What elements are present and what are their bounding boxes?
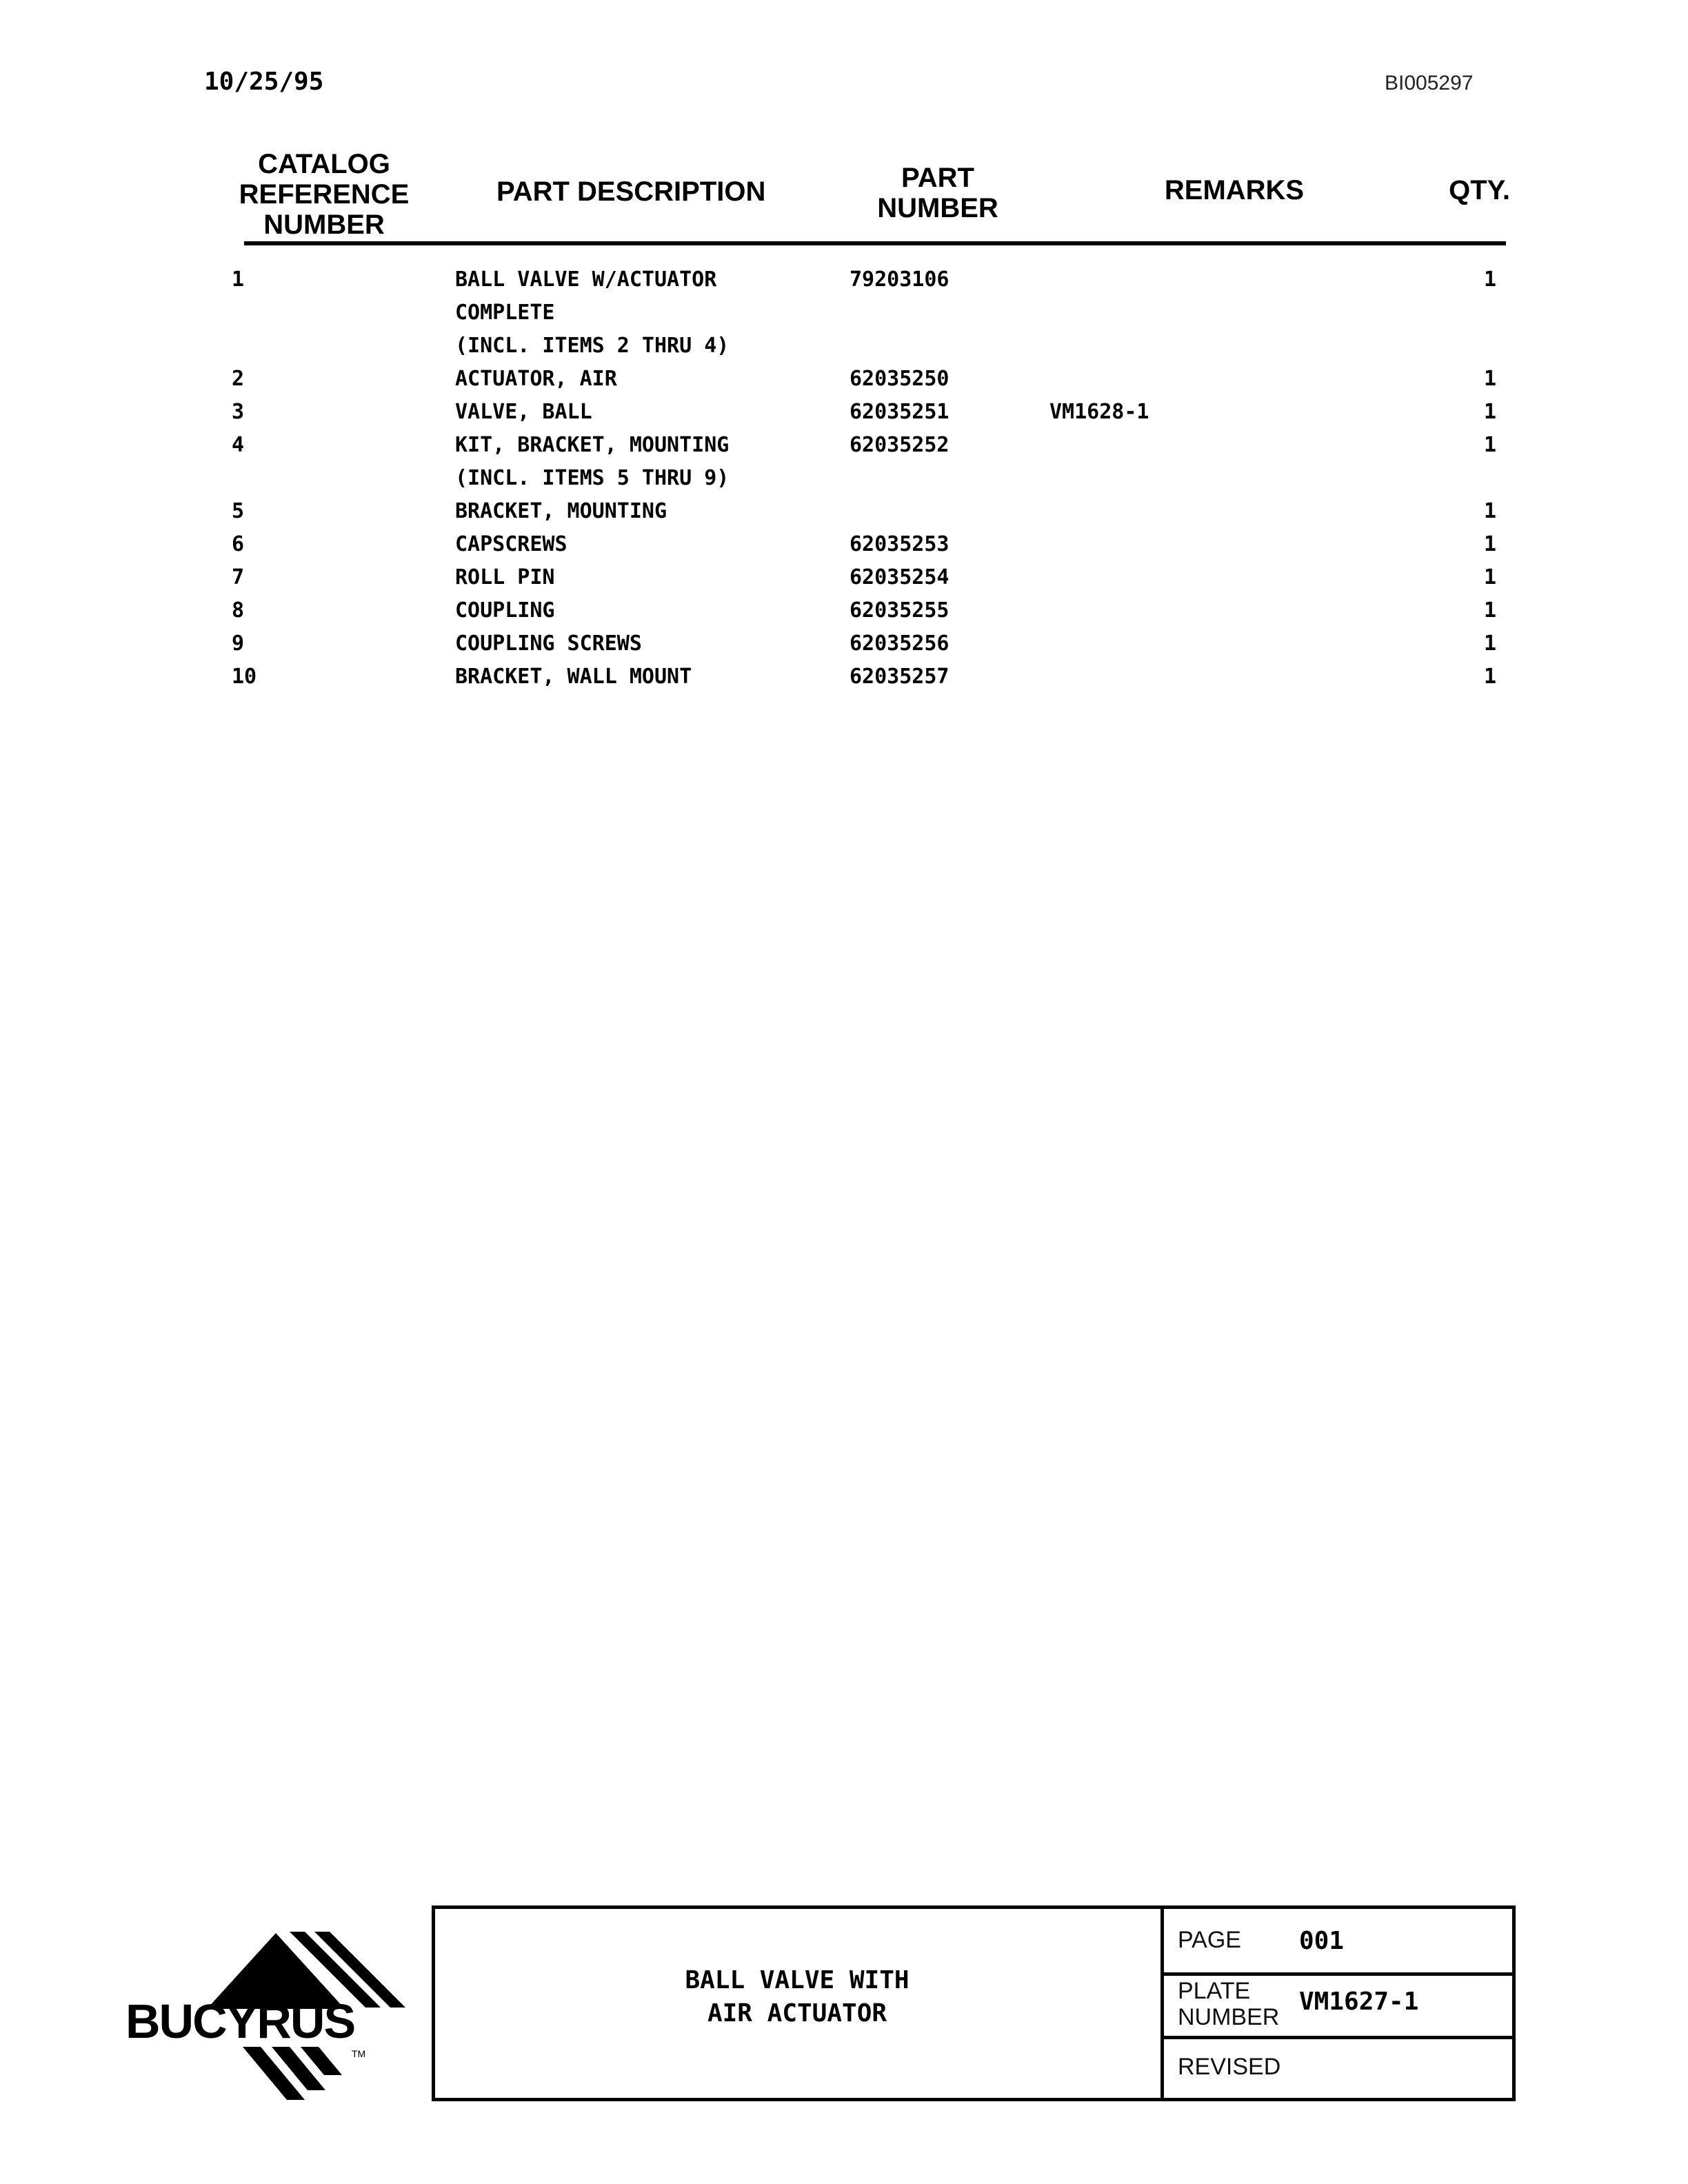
description-cell: ROLL PIN (455, 565, 555, 589)
part-number-cell: 62035251 (850, 400, 950, 424)
logo-text: BUCYRUS (125, 1994, 355, 2048)
part-number-cell: 62035253 (850, 532, 950, 556)
page-label: PAGE (1178, 1927, 1241, 1953)
description-cell: (INCL. ITEMS 2 THRU 4) (455, 334, 730, 358)
ref-cell: 3 (232, 400, 245, 424)
ref-cell: 1 (232, 267, 245, 292)
part-number-cell: 62035250 (850, 367, 950, 391)
bucyrus-logo (124, 1919, 414, 2112)
plate-number: VM1627-1 (1299, 1988, 1419, 2016)
table-row (0, 330, 1688, 363)
table-row (0, 296, 1688, 330)
qty-cell: 1 (1483, 565, 1496, 589)
table-row (0, 462, 1688, 495)
title-block (432, 1905, 1516, 2101)
table-row (0, 263, 1688, 296)
header-line: PART (901, 163, 974, 193)
header-line: CATALOG (258, 149, 390, 179)
remarks-cell: VM1628-1 (1049, 400, 1149, 424)
description-cell: CAPSCREWS (455, 532, 567, 556)
revised-label: REVISED (1178, 2054, 1281, 2080)
header-line: REFERENCE (239, 179, 410, 210)
ref-cell: 4 (232, 433, 245, 457)
table-row (0, 429, 1688, 462)
parts-table (0, 263, 1688, 694)
ref-cell: 8 (232, 598, 245, 623)
ref-cell: 6 (232, 532, 245, 556)
description-cell: COUPLING (455, 598, 555, 623)
column-header-part-description: PART DESCRIPTION (496, 176, 766, 207)
column-header-part-number (848, 163, 1027, 223)
plate-label-line: PLATE (1178, 1978, 1251, 2004)
table-row (0, 363, 1688, 396)
part-number-cell: 62035252 (850, 433, 950, 457)
title-line: AIR ACTUATOR (707, 1999, 887, 2028)
part-number-cell: 62035256 (850, 631, 950, 656)
qty-cell: 1 (1483, 367, 1496, 391)
ref-cell: 9 (232, 631, 245, 656)
trademark-mark: TM (352, 2048, 366, 2059)
part-number-cell: 62035254 (850, 565, 950, 589)
description-cell: BRACKET, WALL MOUNT (455, 665, 692, 689)
description-cell: COUPLING SCREWS (455, 631, 642, 656)
plate-label (1178, 1978, 1279, 2030)
ref-cell: 7 (232, 565, 245, 589)
column-header-catalog-reference (221, 149, 428, 240)
description-cell: COMPLETE (455, 301, 555, 325)
ref-cell: 2 (232, 367, 245, 391)
plate-title (435, 1964, 1159, 2030)
document-date: 10/25/95 (204, 68, 324, 96)
qty-cell: 1 (1483, 433, 1496, 457)
description-cell: BALL VALVE W/ACTUATOR (455, 267, 717, 292)
column-header-qty: QTY. (1449, 175, 1510, 205)
table-row (0, 396, 1688, 429)
table-row (0, 495, 1688, 528)
description-cell: VALVE, BALL (455, 400, 592, 424)
table-row (0, 528, 1688, 561)
qty-cell: 1 (1483, 665, 1496, 689)
qty-cell: 1 (1483, 267, 1496, 292)
document-id: BI005297 (1385, 72, 1474, 94)
column-header-remarks: REMARKS (1164, 175, 1305, 205)
part-number-cell: 62035255 (850, 598, 950, 623)
title-line: BALL VALVE WITH (685, 1966, 910, 1994)
table-row (0, 627, 1688, 660)
page-cell (1164, 1909, 1512, 1976)
part-number-cell: 62035257 (850, 665, 950, 689)
table-row (0, 660, 1688, 694)
header-line: NUMBER (263, 210, 385, 240)
page-number: 001 (1299, 1927, 1345, 1955)
part-number-cell: 79203106 (850, 267, 950, 292)
header-line: NUMBER (877, 193, 998, 223)
description-cell: (INCL. ITEMS 5 THRU 9) (455, 466, 730, 490)
qty-cell: 1 (1483, 631, 1496, 656)
qty-cell: 1 (1483, 499, 1496, 523)
table-row (0, 561, 1688, 594)
plate-label-line: NUMBER (1178, 2004, 1280, 2030)
description-cell: BRACKET, MOUNTING (455, 499, 667, 523)
table-row (0, 594, 1688, 627)
ref-cell: 5 (232, 499, 245, 523)
revised-cell (1164, 2036, 1512, 2099)
plate-number-cell (1164, 1972, 1512, 2039)
header-divider (244, 241, 1506, 245)
qty-cell: 1 (1483, 598, 1496, 623)
description-cell: ACTUATOR, AIR (455, 367, 617, 391)
ref-cell: 10 (232, 665, 257, 689)
qty-cell: 1 (1483, 400, 1496, 424)
description-cell: KIT, BRACKET, MOUNTING (455, 433, 730, 457)
qty-cell: 1 (1483, 532, 1496, 556)
